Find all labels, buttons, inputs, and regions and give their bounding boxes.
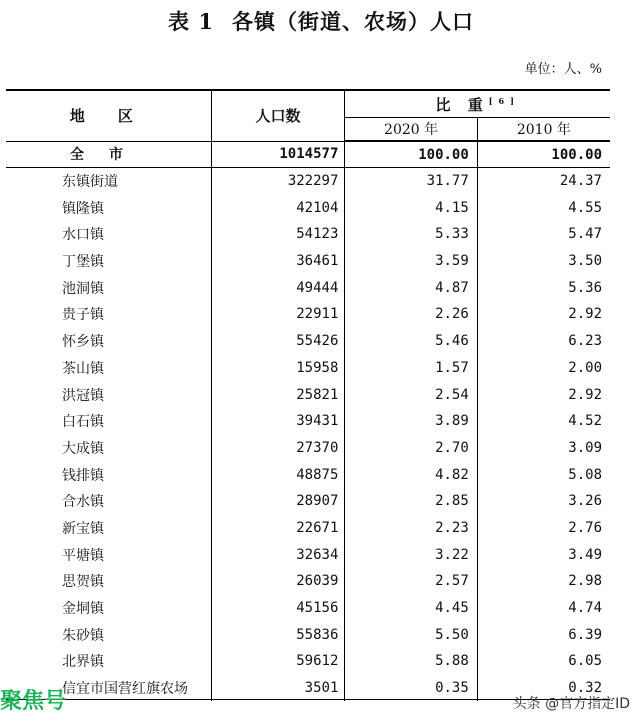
cell-population: 28907 [211,488,345,515]
cell-ratio-2020: 5.50 [345,621,477,648]
cell-population: 49444 [211,274,345,301]
cell-population: 39431 [211,408,345,435]
cell-area: 白石镇 [6,408,211,435]
cell-ratio-2020: 4.87 [345,274,477,301]
cell-area: 合水镇 [6,488,211,515]
cell-ratio-2010: 3.49 [568,546,602,563]
table-row [6,328,610,355]
table-row [6,408,610,435]
watermark-left: 聚焦号 [0,689,67,714]
cell-ratio-2010: 6.39 [568,626,602,643]
cell-area: 怀乡镇 [6,328,211,355]
cell-ratio-2010: 3.09 [568,439,602,456]
cell-population: 55836 [211,621,345,648]
cell-population: 25821 [211,381,345,408]
cell-population: 1014577 [211,141,345,168]
cell-ratio-2020: 2.85 [345,488,477,515]
table-row [6,621,610,648]
cell-ratio-2020: 2.54 [345,381,477,408]
cell-area: 茶山镇 [6,355,211,382]
cell-ratio-2020: 2.23 [345,515,477,542]
cell-ratio-2010: 2.98 [568,573,602,590]
header-year-2010: 2010 年 [477,118,610,142]
cell-area: 新宝镇 [6,515,211,542]
cell-population: 45156 [211,595,345,622]
cell-ratio-2010: 4.52 [568,413,602,430]
cell-ratio-2020: 100.00 [345,141,477,168]
cell-ratio-2020: 2.26 [345,301,477,328]
cell-ratio-2020: 3.59 [345,248,477,275]
cell-area: 平塘镇 [6,541,211,568]
cell-area: 思贺镇 [6,568,211,595]
cell-area: 全 市 [6,141,211,168]
cell-population: 59612 [211,648,345,675]
header-year-2020: 2020 年 [345,118,477,142]
cell-ratio-2020: 2.57 [345,568,477,595]
cell-population: 42104 [211,194,345,221]
cell-ratio-2020: 4.45 [345,595,477,622]
cell-ratio-2010: 0.32 [568,680,602,697]
cell-ratio-2010: 100.00 [477,141,610,168]
cell-area: 金垌镇 [6,595,211,622]
table-row [6,648,610,675]
table-row [6,568,610,595]
cell-ratio-2010: 5.36 [568,279,602,296]
cell-population: 54123 [211,221,345,248]
cell-area: 丁堡镇 [6,248,211,275]
table-row [6,515,610,542]
cell-ratio-2010: 2.76 [568,519,602,536]
cell-population: 3501 [211,675,345,702]
cell-ratio-2020: 3.89 [345,408,477,435]
table-row [6,355,610,382]
cell-ratio-2020: 0.35 [345,675,477,702]
cell-population: 15958 [211,355,345,382]
cell-ratio-2010: 6.23 [568,333,602,350]
cell-population: 22671 [211,515,345,542]
cell-area: 朱砂镇 [6,621,211,648]
table-row [6,194,610,221]
cell-area: 东镇街道 [6,168,211,195]
cell-ratio-2020: 4.15 [345,194,477,221]
cell-ratio-2020: 31.77 [345,168,477,195]
table-row [6,461,610,488]
header-ratio-text: 比 重 [435,95,489,114]
table-row [6,301,610,328]
cell-ratio-2020: 2.70 [345,435,477,462]
cell-population: 26039 [211,568,345,595]
header-ratio-note: [6] [488,95,520,106]
table-row [6,595,610,622]
cell-population: 55426 [211,328,345,355]
cell-ratio-2010: 3.26 [568,493,602,510]
cell-area: 水口镇 [6,221,211,248]
watermark-right: 头条 @官方指定ID [512,696,630,712]
cell-population: 22911 [211,301,345,328]
header-ratio [345,90,610,118]
cell-ratio-2010: 6.05 [568,653,602,670]
table-row [6,541,610,568]
cell-ratio-2010: 4.74 [568,600,602,617]
cell-area: 镇隆镇 [6,194,211,221]
table-row [6,488,610,515]
cell-ratio-2020: 5.46 [345,328,477,355]
cell-area: 池洞镇 [6,274,211,301]
cell-ratio-2010: 5.08 [568,466,602,483]
cell-ratio-2020: 3.22 [345,541,477,568]
cell-ratio-2020: 5.88 [345,648,477,675]
table-title [0,6,642,36]
cell-ratio-2020: 1.57 [345,355,477,382]
table-row [6,248,610,275]
cell-ratio-2010: 5.47 [568,226,602,243]
cell-ratio-2010: 24.37 [559,173,602,190]
cell-population: 32634 [211,541,345,568]
cell-ratio-2010: 2.92 [568,306,602,323]
cell-area: 信宜市国营红旗农场 [6,675,211,702]
cell-area: 贵子镇 [6,301,211,328]
cell-population: 27370 [211,435,345,462]
table-row [6,221,610,248]
cell-population: 322297 [211,168,345,195]
table-row [6,435,610,462]
table-row [6,274,610,301]
cell-ratio-2010: 2.00 [568,359,602,376]
cell-area: 钱排镇 [6,461,211,488]
header-area: 地 区 [6,90,211,141]
table-body [6,141,610,701]
cell-ratio-2010: 2.92 [568,386,602,403]
unit-label: 单位：人、% [524,62,602,77]
header-population: 人口数 [211,90,345,141]
cell-ratio-2010: 3.50 [568,253,602,270]
cell-ratio-2020: 5.33 [345,221,477,248]
table-row [6,381,610,408]
cell-population: 48875 [211,461,345,488]
cell-area: 大成镇 [6,435,211,462]
cell-population: 36461 [211,248,345,275]
table-number: 表 1 [168,9,214,34]
cell-ratio-2010: 4.55 [568,199,602,216]
table-title-text: 各镇（街道、农场）人口 [231,9,474,34]
cell-area: 北界镇 [6,648,211,675]
table-row-total [6,141,610,168]
table-row [6,168,610,195]
population-table [6,89,610,701]
cell-ratio-2020: 4.82 [345,461,477,488]
cell-area: 洪冠镇 [6,381,211,408]
